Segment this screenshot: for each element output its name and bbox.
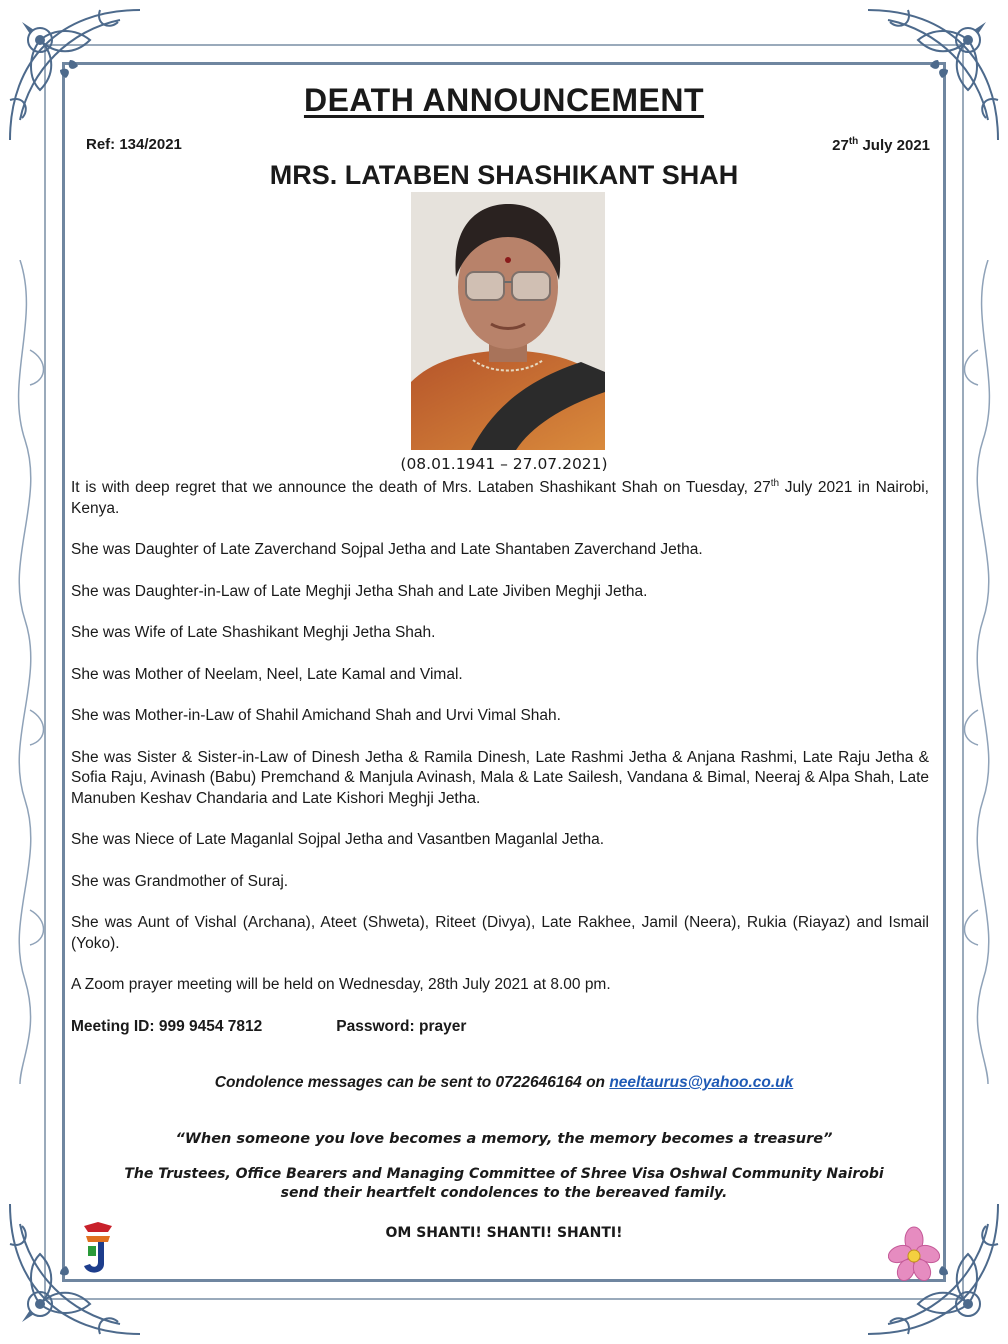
- corner-ornament-top-left: [0, 0, 150, 150]
- side-ornament-left: [0, 260, 60, 1084]
- deceased-name: MRS. LATABEN SHASHIKANT SHAH: [269, 160, 739, 190]
- trustees-line-1: The Trustees, Office Bearers and Managing Committee of Shree Visa Oshwal Community Nairobi: [124, 1166, 884, 1182]
- orchid-flower-icon: [888, 1226, 940, 1282]
- paragraph-opening: It is with deep regret that we announce the death of Mrs. Lataben Shashikant Shah on Tuesday, 27th July 2021 in Nairobi, Kenya.: [71, 477, 929, 517]
- trustees-message: [0, 1165, 1008, 1203]
- side-ornament-right: [948, 260, 1008, 1084]
- community-logo-icon: [78, 1220, 118, 1280]
- announcement-title: DEATH ANNOUNCEMENT: [303, 82, 705, 118]
- corner-ornament-top-right: [858, 0, 1008, 150]
- reference-number: Ref: 134/2021: [86, 136, 182, 153]
- meeting-password: Password: prayer: [336, 1017, 467, 1035]
- meeting-details: [71, 1017, 929, 1038]
- condolence-line: Condolence messages can be sent to 0722646164 on neeltaurus@yahoo.co.uk: [214, 1074, 794, 1091]
- om-shanti: OM SHANTI! SHANTI! SHANTI!: [385, 1225, 623, 1241]
- portrait-photo: [411, 192, 605, 450]
- corner-ornament-bottom-left: [0, 1194, 150, 1344]
- announcement-date: 27th July 2021: [832, 136, 930, 154]
- paragraph-daughter-in-law: She was Daughter-in-Law of Late Meghji Jetha Shah and Late Jiviben Meghji Jetha.: [71, 582, 648, 600]
- memorial-quote: “When someone you love becomes a memory, the memory becomes a treasure”: [175, 1131, 833, 1147]
- paragraph-mother: She was Mother of Neelam, Neel, Late Kamal and Vimal.: [71, 665, 463, 683]
- paragraph-sister: She was Sister & Sister-in-Law of Dinesh Jetha & Ramila Dinesh, Late Rashmi Jetha & Anjana Rashmi, Late Raju Jetha & Sofia Raju, Avinash (Babu) Premchand & Manjula Avinash, Mala & Late Sailesh, Vandana & Bimal, Neeraj & Alpa Shah, Late Manuben Keshav Chandaria and Late Kishori Meghji Jetha.: [71, 748, 929, 807]
- paragraph-niece: She was Niece of Late Maganlal Sojpal Jetha and Vasantben Maganlal Jetha.: [71, 831, 605, 848]
- paragraph-wife: She was Wife of Late Shashikant Meghji Jetha Shah.: [71, 624, 436, 641]
- paragraph-aunt: She was Aunt of Vishal (Archana), Ateet (Shweta), Riteet (Divya), Late Rakhee, Jamil (Neera), Rukia (Riayaz) and Ismail (Yoko).: [71, 914, 929, 952]
- meeting-id: Meeting ID: 999 9454 7812: [71, 1017, 263, 1035]
- paragraph-prayer-meeting: A Zoom prayer meeting will be held on Wednesday, 28th July 2021 at 8.00 pm.: [71, 976, 611, 993]
- paragraph-mother-in-law: She was Mother-in-Law of Shahil Amichand Shah and Urvi Vimal Shah.: [71, 707, 561, 724]
- trustees-line-2: send their heartfelt condolences to the bereaved family.: [280, 1185, 728, 1201]
- announcement-body: [71, 478, 929, 1058]
- paragraph-daughter: She was Daughter of Late Zaverchand Sojpal Jetha and Late Shantaben Zaverchand Jetha.: [71, 541, 703, 558]
- email-link[interactable]: neeltaurus@yahoo.co.uk: [609, 1074, 794, 1091]
- paragraph-grandmother: She was Grandmother of Suraj.: [71, 872, 289, 890]
- lifespan-dates: (08.01.1941 – 27.07.2021): [400, 455, 608, 473]
